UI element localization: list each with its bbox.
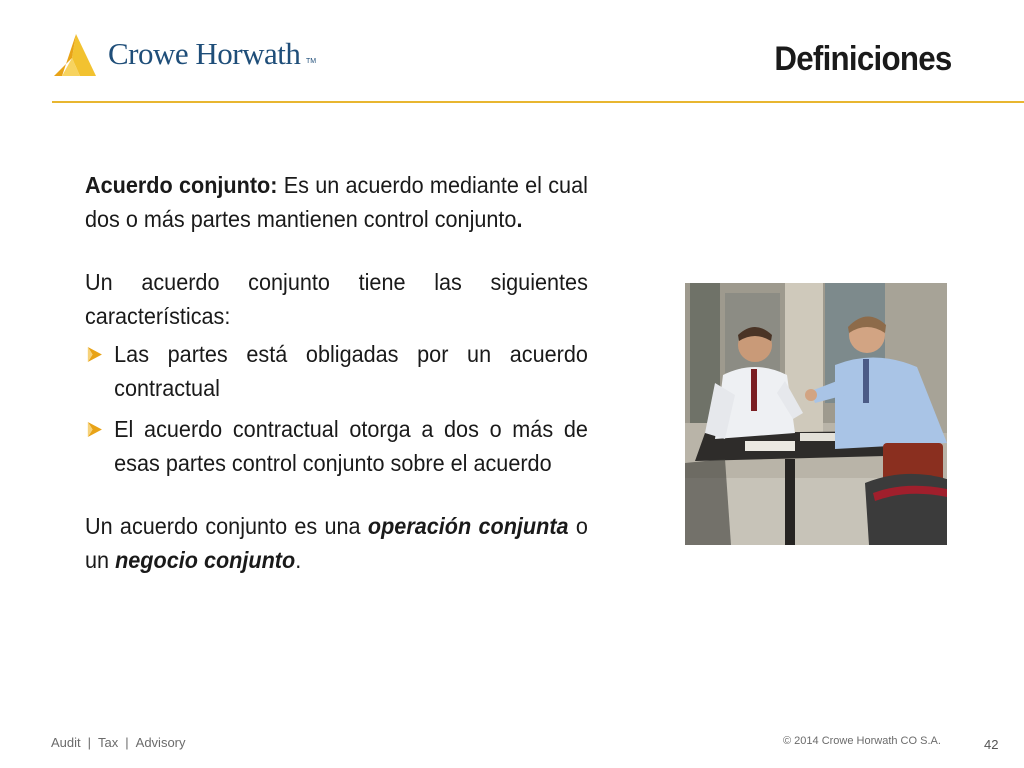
definition-paragraph: [85, 168, 588, 236]
footer-advisory: Advisory: [135, 735, 186, 750]
page-number: 42: [984, 737, 999, 752]
footer-services: [51, 735, 186, 750]
header-divider: [52, 101, 1024, 103]
trademark: TM: [306, 58, 317, 65]
footer-copyright: © 2014 Crowe Horwath CO S.A.: [783, 735, 941, 747]
definition-text: Es un acuerdo mediante el cual dos o más partes mantienen control conjunto: [85, 172, 588, 232]
page-title: Definiciones: [774, 40, 952, 78]
list-item: [85, 337, 588, 405]
conclusion-text: .: [295, 547, 302, 573]
list-item: [85, 412, 588, 480]
characteristics-list: [85, 337, 588, 480]
crowe-horwath-logo-icon: [50, 32, 100, 78]
footer-separator: |: [125, 735, 129, 750]
conclusion-text: o un: [85, 513, 588, 573]
emphasis-negocio: negocio conjunto: [115, 547, 296, 573]
list-item-text: El acuerdo contractual otorga a dos o más de esas partes control conjunto sobre el acuerdo: [114, 416, 588, 476]
definition-period: .: [516, 206, 523, 232]
characteristics-intro: Un acuerdo conjunto tiene las siguientes características:: [85, 269, 588, 329]
footer-audit: Audit: [51, 735, 81, 750]
arrow-bullet-icon: [87, 421, 103, 438]
emphasis-operacion: operación conjunta: [367, 513, 569, 539]
conclusion-text: Un acuerdo conjunto es una: [85, 513, 368, 539]
footer-separator: |: [87, 735, 92, 750]
definition-term: Acuerdo conjunto:: [85, 172, 278, 198]
conclusion-paragraph: [85, 509, 588, 577]
brand-name: Crowe Horwath: [108, 36, 301, 71]
arrow-bullet-icon: [87, 346, 103, 363]
footer-tax: Tax: [98, 735, 119, 750]
list-item-text: Las partes está obligadas por un acuerdo contractual: [114, 341, 588, 401]
business-meeting-photo: [685, 283, 947, 545]
main-content: [85, 168, 588, 577]
